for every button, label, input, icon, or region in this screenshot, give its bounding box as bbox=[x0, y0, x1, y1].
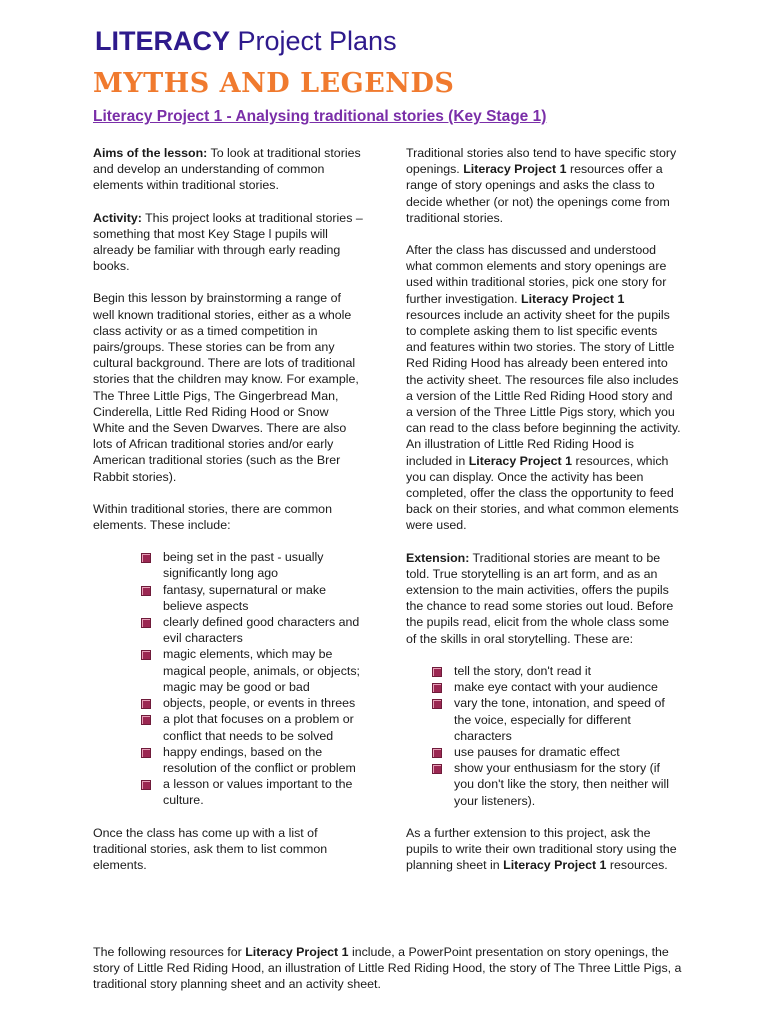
openings-paragraph: Traditional stories also tend to have specific story openings. Literacy Project 1 resources offer a range of story openings and asks the class to decide whether (or not) the openings come from traditional stories. bbox=[406, 146, 677, 225]
activity-paragraph bbox=[93, 210, 363, 275]
bullet-icon bbox=[141, 650, 151, 660]
further-extension-paragraph: As a further extension to this project, ask the pupils to write their own traditional story using the planning sheet in Literacy Project 1 resources. bbox=[406, 825, 677, 873]
bullet-icon bbox=[432, 683, 442, 693]
activity-label: Activity: bbox=[93, 210, 142, 225]
bullet-icon bbox=[141, 780, 151, 790]
bullet-icon bbox=[141, 699, 151, 709]
bullet-icon bbox=[432, 764, 442, 774]
list-item: show your enthusiasm for the story (if you don't like the story, then neither will your listeners). bbox=[432, 760, 681, 809]
left-column bbox=[93, 145, 363, 889]
once-paragraph: Once the class has come up with a list of traditional stories, ask them to list common elements. bbox=[93, 825, 328, 872]
subject-title: MYTHS AND LEGENDS bbox=[93, 68, 455, 99]
resource-name: Literacy Project 1 bbox=[463, 162, 567, 177]
list-item: tell the story, don't read it bbox=[432, 663, 681, 679]
list-item: fantasy, supernatural or make believe aspects bbox=[141, 582, 363, 614]
list-item: objects, people, or events in threes bbox=[141, 695, 363, 711]
list-item: happy endings, based on the resolution of the conflict or problem bbox=[141, 744, 363, 776]
right-column bbox=[406, 145, 681, 889]
resources-footer: The following resources for Literacy Project 1 include, a PowerPoint presentation on story openings, the story of Little Red Riding Hood, an illustration of Little Red Riding Hood, the story of The Three Little Pigs, a traditional story planning sheet and an activity sheet. bbox=[93, 945, 682, 992]
aims-paragraph bbox=[93, 145, 363, 194]
investigation-paragraph: After the class has discussed and understood what common elements and story openings are used within traditional stories, pick one story for further investigation. Literacy Project 1 resources include an activity sheet for the pupils to complete asking them to list specific events and features within two stories. The story of Little Red Riding Hood has already been entered into the activity sheet. The resources file also includes a version of the Little Red Riding Hood story and a version of the Three Little Pigs story, which you can read to the class before beginning the activity. An illustration of Little Red Riding Hood is included in Literacy Project 1 resources, which you can display. Once the activity has been completed, offer the class the opportunity to feed back on their stories, and what common elements were used. bbox=[406, 243, 681, 533]
resource-name: Literacy Project 1 bbox=[245, 945, 349, 959]
extension-label: Extension: bbox=[406, 550, 470, 565]
elements-list bbox=[93, 549, 363, 808]
bullet-icon bbox=[141, 715, 151, 725]
begin-paragraph: Begin this lesson by brainstorming a range of well known traditional stories, either as a whole class activity or as a timed competition in pairs/groups. These stories can be from any cultural background. There are lots of traditional stories that the children may know. For example, The Three Little Pigs, The Gingerbread Man, Cinderella, Little Red Riding Hood or Snow White and the Seven Dwarves. There are also lots of African traditional stories and/or early American traditional stories (such as the Brer Rabbit stories). bbox=[93, 291, 359, 484]
extension-paragraph: Extension: Traditional stories are meant to be told. True storytelling is an art form, and as an extension to the main activities, offers the pupils the chance to read some stories out loud. Before the pupils read, elicit from the whole class some of the skills in oral storytelling. These are: bbox=[406, 550, 674, 646]
resource-name: Literacy Project 1 bbox=[521, 291, 625, 306]
page-title-bold: LITERACY bbox=[95, 26, 230, 56]
skills-list bbox=[406, 663, 681, 809]
bullet-icon bbox=[432, 748, 442, 758]
list-item: clearly defined good characters and evil characters bbox=[141, 614, 363, 646]
bullet-icon bbox=[141, 553, 151, 563]
bullet-icon bbox=[141, 618, 151, 628]
list-item: make eye contact with your audience bbox=[432, 679, 681, 695]
bullet-icon bbox=[432, 667, 442, 677]
list-item: vary the tone, intonation, and speed of the voice, especially for different characters bbox=[432, 695, 681, 744]
list-item: a plot that focuses on a problem or conflict that needs to be solved bbox=[141, 711, 363, 743]
page-title bbox=[95, 26, 397, 57]
list-item: being set in the past - usually significantly long ago bbox=[141, 549, 363, 581]
bullet-icon bbox=[432, 699, 442, 709]
resource-name: Literacy Project 1 bbox=[503, 858, 607, 873]
list-item: use pauses for dramatic effect bbox=[432, 744, 681, 760]
aims-label: Aims of the lesson: bbox=[93, 146, 208, 160]
resource-name: Literacy Project 1 bbox=[468, 453, 572, 468]
page-title-rest: Project Plans bbox=[230, 26, 397, 56]
project-link[interactable]: Literacy Project 1 - Analysing traditional stories (Key Stage 1) bbox=[93, 108, 547, 125]
list-item: magic elements, which may be magical people, animals, or objects; magic may be good or bad bbox=[141, 646, 363, 695]
activity-text: This project looks at traditional stories – something that most Key Stage l pupils will already be familiar with through early reading books. bbox=[93, 210, 363, 274]
list-item: a lesson or values important to the culture. bbox=[141, 776, 363, 808]
within-paragraph: Within traditional stories, there are common elements. These include: bbox=[93, 501, 332, 533]
bullet-icon bbox=[141, 748, 151, 758]
bullet-icon bbox=[141, 586, 151, 596]
aims-text: To look at traditional stories and develop an understanding of common elements within traditional stories. bbox=[93, 146, 361, 193]
